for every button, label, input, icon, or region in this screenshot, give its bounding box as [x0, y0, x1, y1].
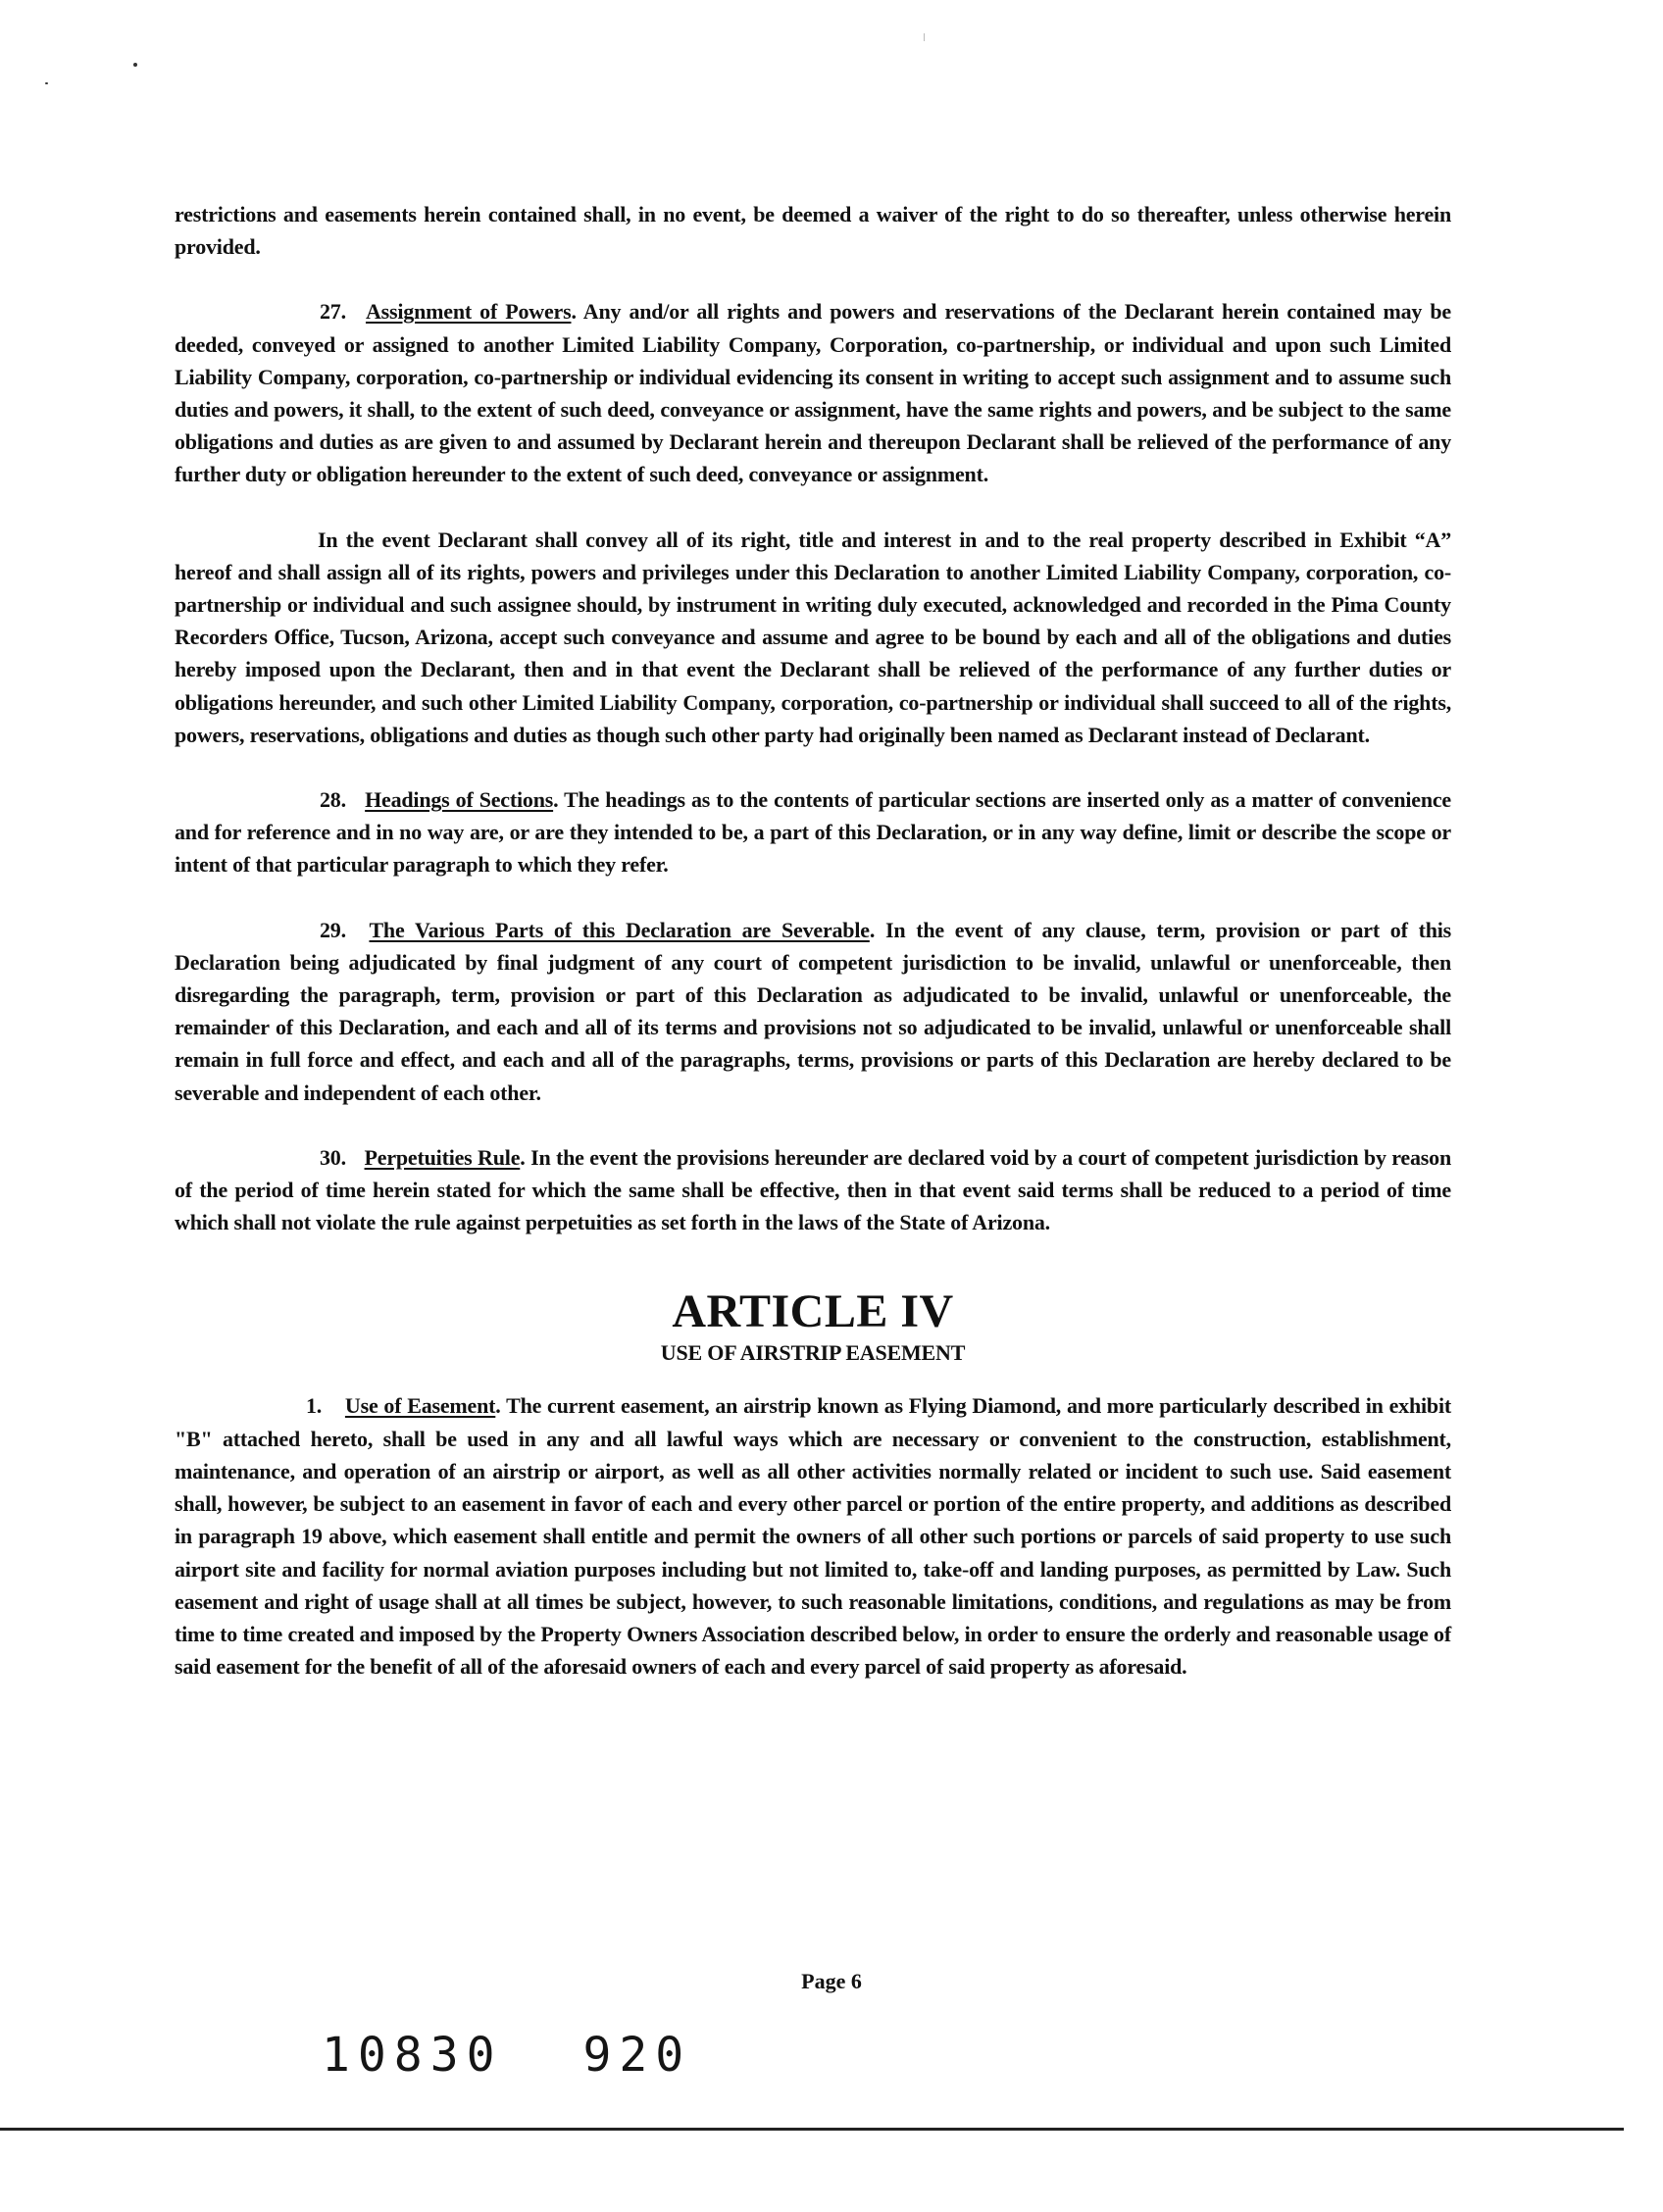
section-29	[175, 914, 1451, 1109]
recording-page: 920	[582, 2028, 692, 2083]
article-header	[175, 1285, 1451, 1368]
section-heading: The Various Parts of this Declaration are Severable	[369, 917, 870, 942]
scan-speck	[133, 63, 137, 67]
paragraph-text: restrictions and easements herein contained shall, in no event, be deemed a waiver of the right to do so thereafter, unless otherwise herein provided.	[175, 202, 1451, 260]
section-text: . In the event the provisions hereunder are declared void by a court of competent jurisdiction by reason of the period of time herein stated for which the same shall be effective, then in that event said terms shall be reduced to a period of time which shall not violate the rule against perpetuities as set forth in the laws of the State of Arizona.	[175, 1144, 1451, 1235]
section-number: 27.	[320, 299, 346, 325]
bottom-rule	[0, 2128, 1624, 2131]
scan-speck	[45, 82, 48, 84]
document-body	[175, 198, 1451, 1715]
section-number: 1.	[306, 1393, 323, 1419]
article-title: ARTICLE IV	[672, 1285, 954, 1338]
recording-number	[322, 2028, 691, 2083]
section-27	[175, 295, 1451, 490]
section-heading: Assignment of Powers	[365, 299, 572, 325]
recording-book: 10830	[322, 2028, 503, 2083]
section-number: 30.	[320, 1144, 346, 1170]
section-text: . The headings as to the contents of particular sections are inserted only as a matter of convenience and for reference and in no way are, or are they intended to be, a part of this Declaration, or in any way define, limit or describe the scope or intent of that particular paragraph to which they refer.	[175, 787, 1451, 878]
section-heading: Headings of Sections	[365, 787, 554, 813]
section-30	[175, 1141, 1451, 1239]
section-text: . In the event of any clause, term, provision or part of this Declaration being adjudicated by final judgment of any court of competent jurisdiction to be invalid, unlawful or unenforceable, then disregarding the paragraph, term, provision or part of this Declaration as adjudicated to be invalid, unlawful or unenforceable, the remainder of this Declaration, and each and all of its terms and provisions not so adjudicated to be invalid, unlawful or unenforceable shall remain in full force and effect, and each and all of the paragraphs, terms, provisions or parts of this Declaration are hereby declared to be severable and independent of each other.	[175, 917, 1452, 1105]
section-heading: Use of Easement	[344, 1393, 496, 1419]
scan-mark	[924, 33, 925, 41]
paragraph-text: In the event Declarant shall convey all of its right, title and interest in and to the real property described in Exhibit “A” hereof and shall assign all of its rights, powers and privileges under this Declaration to another Limited Liability Company, corporation, co-partnership or individual and such assignee should, by instrument in writing duly executed, acknowledged and recorded in the Pima County Recorders Office, Tucson, Arizona, accept such conveyance and assume and agree to be bound by each and all of the obligations and duties hereby imposed upon the Declarant, then and in that event the Declarant shall be relieved of the performance of any further duties or obligations hereunder, and such other Limited Liability Company, corporation, co-partnership or individual shall succeed to all of the rights, powers, reservations, obligations and duties as though such other party had originally been named as Declarant instead of Declarant.	[175, 527, 1451, 747]
paragraph-continuation	[175, 198, 1451, 263]
section-number: 29.	[320, 917, 346, 942]
article-subtitle: USE OF AIRSTRIP EASEMENT	[660, 1340, 966, 1366]
section-28	[175, 783, 1451, 881]
page-number: Page 6	[801, 1969, 862, 1993]
section-27-continued	[175, 524, 1451, 751]
section-number: 28.	[320, 787, 346, 813]
section-heading: Perpetuities Rule	[364, 1144, 521, 1170]
article-4-section-1	[175, 1389, 1451, 1683]
section-text: . Any and/or all rights and powers and reservations of the Declarant herein contained may be deeded, conveyed or assigned to another Limited Liability Company, Corporation, co-partnership, or individual and upon such Limited Liability Company, corporation, co-partnership or individual evidencing its consent in writing to accept such assignment and to assume such duties and powers, it shall, to the extent of such deed, conveyance or assignment, have the same rights and powers, and be subject to the same obligations and duties as are given to and assumed by Declarant herein and thereupon Declarant shall be relieved of the performance of any further duty or obligation hereunder to the extent of such deed, conveyance or assignment.	[175, 299, 1451, 487]
section-text: . The current easement, an airstrip known as Flying Diamond, and more particularly described in exhibit "B" attached hereto, shall be used in any and all lawful ways which are necessary or convenient to the construction, establishment, maintenance, and operation of an airstrip or airport, as well as all other activities normally related or incident to such use. Said easement shall, however, be subject to an easement in favor of each and every other parcel or portion of the entire property, and additions as described in paragraph 19 above, which easement shall entitle and permit the owners of all other such portions or parcels of said property to use such airport site and facility for normal aviation purposes including but not limited to, take-off and landing purposes, as permitted by Law. Such easement and right of usage shall at all times be subject, however, to such reasonable limitations, conditions, and regulations as may be from time to time created and imposed by the Property Owners Association described below, in order to ensure the orderly and reasonable usage of said easement for the benefit of all of the aforesaid owners of each and every parcel of said property as aforesaid.	[175, 1393, 1451, 1680]
